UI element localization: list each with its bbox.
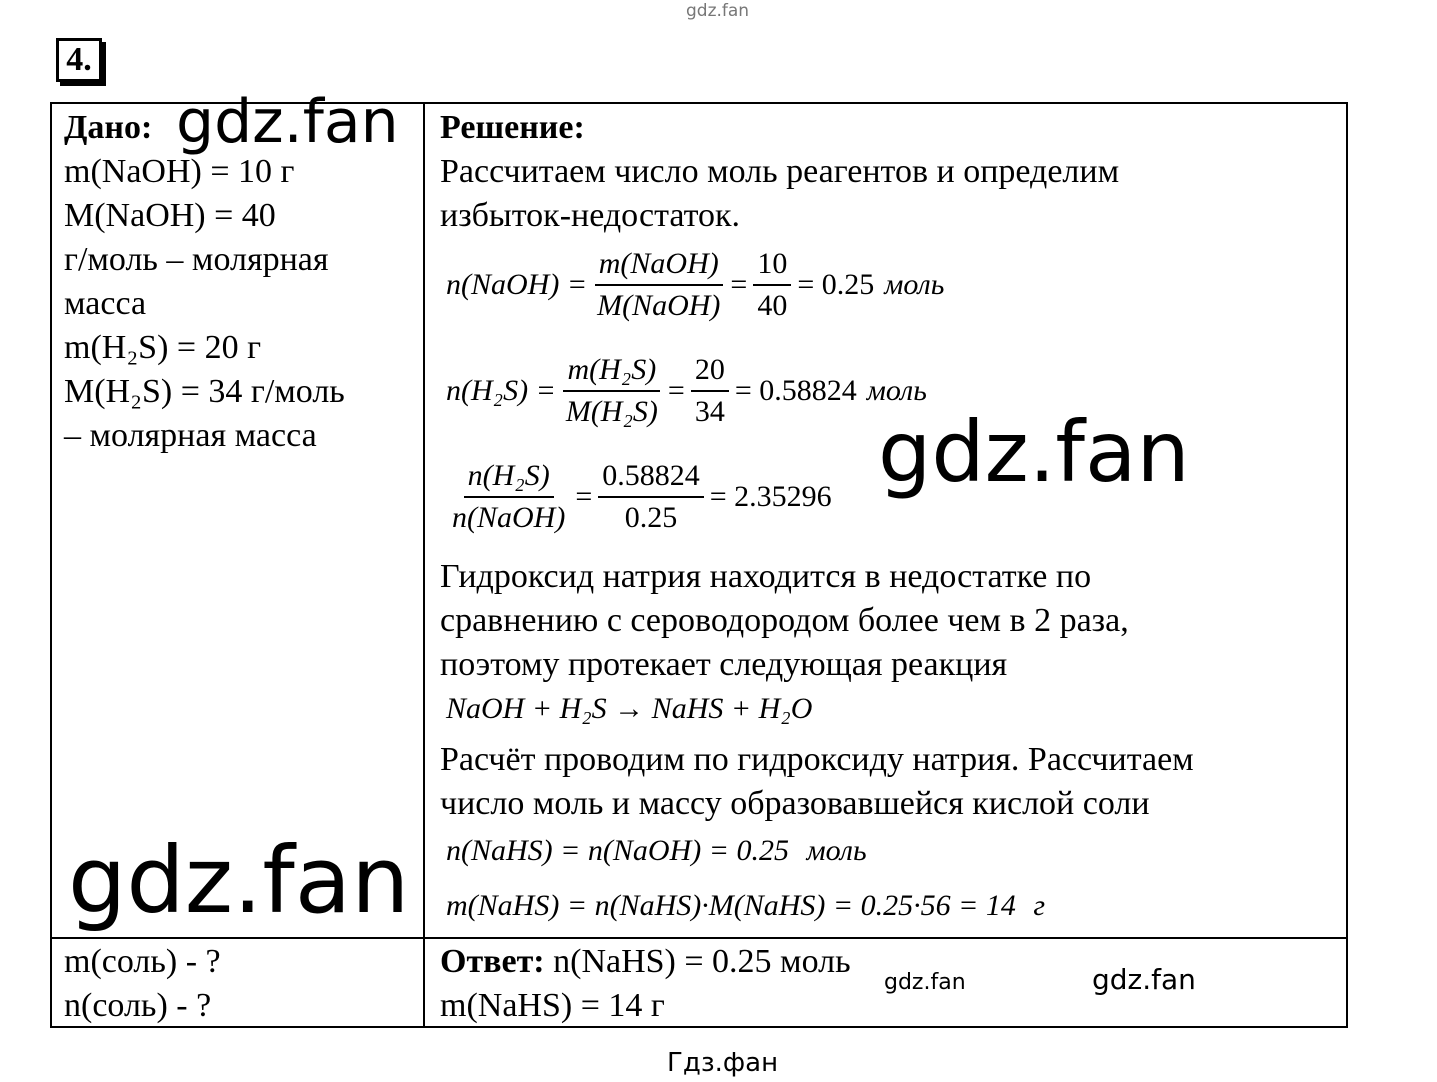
given-line: масса <box>64 285 147 322</box>
table-divider-horizontal <box>50 937 1348 939</box>
watermark-bottom-left: gdz.fan <box>68 827 410 934</box>
given-line: – молярная масса <box>64 417 317 454</box>
eq-lhs: n(H₂S) = <box>446 374 556 407</box>
denominator: 34 <box>694 395 725 428</box>
given-line: г/моль – молярная <box>64 241 329 278</box>
denominator: M(H₂S) <box>565 395 658 428</box>
equation-n-h2s <box>446 350 927 432</box>
numerator: 10 <box>753 244 791 286</box>
given-line: m(NaOH) = 10 г <box>64 153 295 190</box>
eq-lhs: n(NaOH) = <box>446 268 588 301</box>
equation-n-naoh <box>446 244 944 326</box>
solution-text: поэтому протекает следующая реакция <box>440 646 1008 683</box>
fraction <box>448 456 569 538</box>
find-line: n(соль) - ? <box>64 987 212 1024</box>
solution-text: Расчёт проводим по гидроксиду натрия. Рассчитаем <box>440 741 1194 778</box>
eq-unit: г <box>1033 889 1046 922</box>
answer-line: m(NaHS) = 14 г <box>440 987 665 1024</box>
answer-section <box>440 940 851 1028</box>
denominator: 40 <box>757 289 788 322</box>
equation-n-nahs <box>446 834 867 868</box>
eq-result: = 0.58824 <box>734 374 857 407</box>
fraction <box>593 244 724 326</box>
answer-label: Ответ: <box>440 943 545 980</box>
numerator: 20 <box>691 350 729 392</box>
eq-result: = 2.35296 <box>709 480 832 513</box>
find-line: m(соль) - ? <box>64 943 221 980</box>
solution-text: Гидроксид натрия находится в недостатке по <box>440 558 1092 595</box>
eq-result: = 0.25 <box>797 268 875 301</box>
solution-text: число моль и массу образовавшейся кислой соли <box>440 785 1150 822</box>
solution-intro <box>440 106 1119 238</box>
given-section <box>64 106 345 458</box>
watermark-center: gdz.fan <box>878 403 1190 501</box>
solution-title: Решение: <box>440 109 585 146</box>
watermark-answer-2: gdz.fan <box>1092 963 1196 996</box>
fraction-values <box>753 244 791 326</box>
eq-unit: моль <box>866 374 927 407</box>
eq-sign: = <box>575 480 593 513</box>
eq-sign: = <box>730 268 748 301</box>
solution-text: Рассчитаем число моль реагентов и определим <box>440 153 1120 190</box>
fraction-values <box>691 350 729 432</box>
given-title: Дано: <box>64 109 153 146</box>
watermark-answer-1: gdz.fan <box>884 970 966 995</box>
solution-calc-text <box>440 738 1194 826</box>
given-line: M(NaOH) = 40 <box>64 197 276 234</box>
eq-body: m(NaHS) = n(NaHS)·M(NaHS) = 0.25·56 = 14 <box>446 889 1016 922</box>
eq-sign: = <box>667 374 685 407</box>
eq-body: n(NaHS) = n(NaOH) = 0.25 <box>446 834 789 867</box>
solution-explanation <box>440 555 1129 687</box>
denominator: 0.25 <box>624 501 678 534</box>
watermark-footer: Гдз.фан <box>667 1048 779 1078</box>
numerator: n(H₂S) <box>464 456 554 498</box>
numerator: 0.58824 <box>598 456 704 498</box>
numerator: m(H₂S) <box>563 350 660 392</box>
numerator: m(NaOH) <box>595 244 723 286</box>
given-line: m(H₂S) = 20 г <box>64 329 262 366</box>
find-section <box>64 940 221 1028</box>
task-number: 4. <box>56 38 102 82</box>
fraction <box>562 350 662 432</box>
table-divider-vertical <box>423 102 425 1028</box>
reaction-equation: NaOH + H₂S → NaHS + H₂O <box>446 692 813 725</box>
equation-m-nahs <box>446 889 1045 923</box>
denominator: n(NaOH) <box>452 501 566 534</box>
eq-unit: моль <box>884 268 945 301</box>
equation-ratio <box>442 456 832 538</box>
solution-text: сравнению с сероводородом более чем в 2 раза, <box>440 602 1129 639</box>
solution-text: избыток-недостаток. <box>440 197 741 234</box>
answer-line: n(NaHS) = 0.25 моль <box>553 943 851 980</box>
watermark-given: gdz.fan <box>176 87 399 157</box>
denominator: M(NaOH) <box>597 289 721 322</box>
fraction-values <box>598 456 704 538</box>
given-line: M(H₂S) = 34 г/моль <box>64 373 345 410</box>
eq-unit: моль <box>806 834 867 867</box>
watermark-top: gdz.fan <box>686 1 750 21</box>
